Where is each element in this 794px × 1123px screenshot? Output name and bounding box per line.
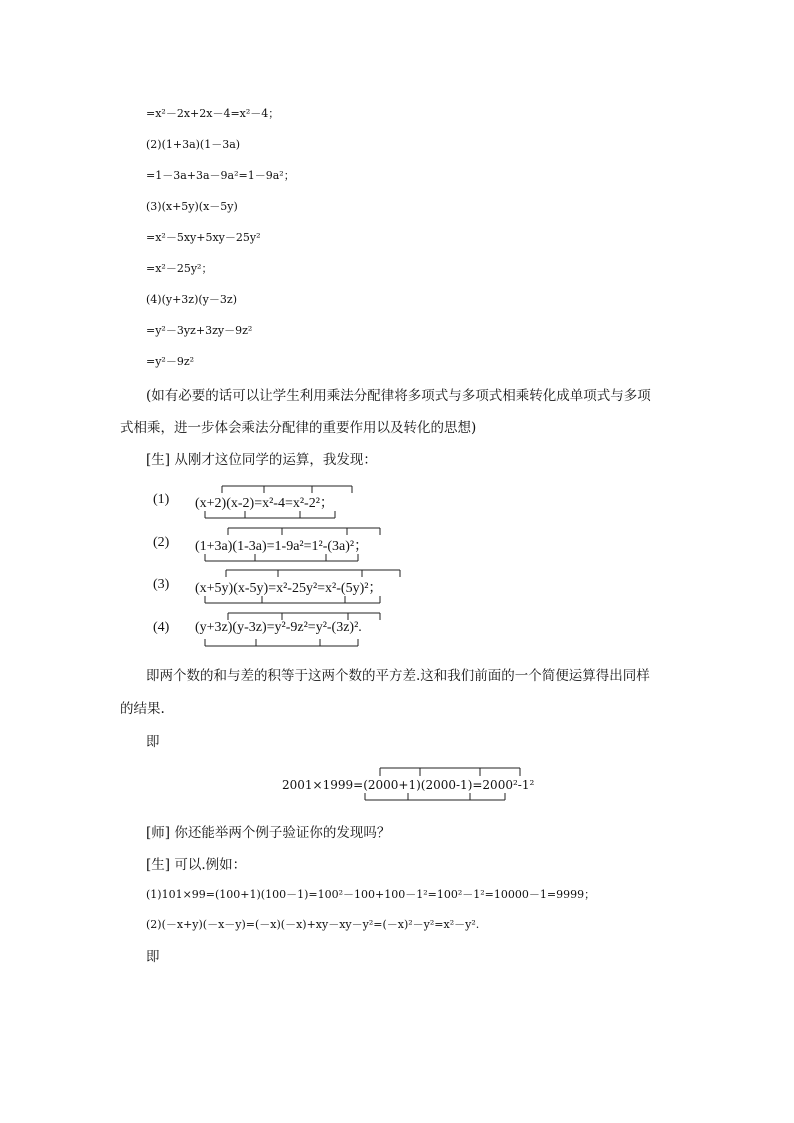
- note-line-2: 式相乘，进一步体会乘法分配律的重要作用以及转化的思想): [120, 420, 477, 436]
- teacher-question: [师] 你还能举两个例子验证你的发现吗？: [146, 825, 391, 841]
- finding-label-2: (2): [153, 535, 170, 550]
- derivation-line-9: =y²－9z²: [146, 355, 195, 368]
- note-line-1: (如有必要的话可以让学生利用乘法分配律将多项式与多项式相乘转化成单项式与多项: [146, 388, 651, 404]
- bracket-group-2: [205, 528, 380, 561]
- derivation-line-7: (4)(y+3z)(y－3z): [146, 293, 237, 306]
- ji-label-2: 即: [146, 949, 160, 965]
- bracket-group-1: [205, 486, 352, 518]
- example-line-2: (2)(－x+y)(－x－y)=(－x)(－x)+xy－xy－y²=(－x)²－y²=x²－y².: [146, 918, 480, 931]
- example-expression: 2001×1999=(2000+1)(2000-1)=2000²-1²: [282, 778, 535, 792]
- derivation-line-2: (2)(1+3a)(1－3a): [146, 138, 241, 151]
- derivation-line-5: =x²－5xy+5xy－25y²: [146, 231, 261, 244]
- finding-expr-4: (y+3z)(y-3z)=y²-9z²=y²-(3z)².: [195, 620, 362, 635]
- derivation-line-4: (3)(x+5y)(x－5y): [146, 200, 238, 213]
- derivation-line-1: =x²－2x+2x－4=x²－4；: [146, 107, 280, 120]
- example-line-1: (1)101×99=(100+1)(100－1)=100²－100+100－1²=100²－1²=10000－1=9999；: [146, 888, 596, 901]
- finding-expr-1: (x+2)(x-2)=x²-4=x²-2²；: [195, 496, 334, 511]
- derivation-line-8: =y²－3yz+3zy－9z²: [146, 324, 253, 337]
- finding-label-3: (3): [153, 577, 170, 592]
- finding-expr-3: (x+5y)(x-5y)=x²-25y²=x²-(5y)²；: [195, 581, 383, 596]
- conclusion-line-2: 的结果.: [120, 701, 165, 717]
- conclusion-line-1: 即两个数的和与差的积等于这两个数的平方差.这和我们前面的一个简便运算得出同样: [146, 668, 650, 684]
- finding-label-4: (4): [153, 620, 170, 635]
- student-answer: [生] 可以.例如：: [146, 857, 247, 873]
- ji-label-1: 即: [146, 734, 160, 750]
- bracket-group-3: [205, 570, 400, 603]
- bracket-group-4: [205, 613, 380, 646]
- derivation-line-6: =x²－25y²；: [146, 262, 213, 275]
- finding-expr-2: (1+3a)(1-3a)=1-9a²=1²-(3a)²；: [195, 539, 369, 554]
- student-statement: [生] 从刚才这位同学的运算，我发现：: [146, 452, 377, 468]
- derivation-line-3: =1－3a+3a－9a²=1－9a²；: [146, 169, 295, 182]
- finding-label-1: (1): [153, 492, 170, 507]
